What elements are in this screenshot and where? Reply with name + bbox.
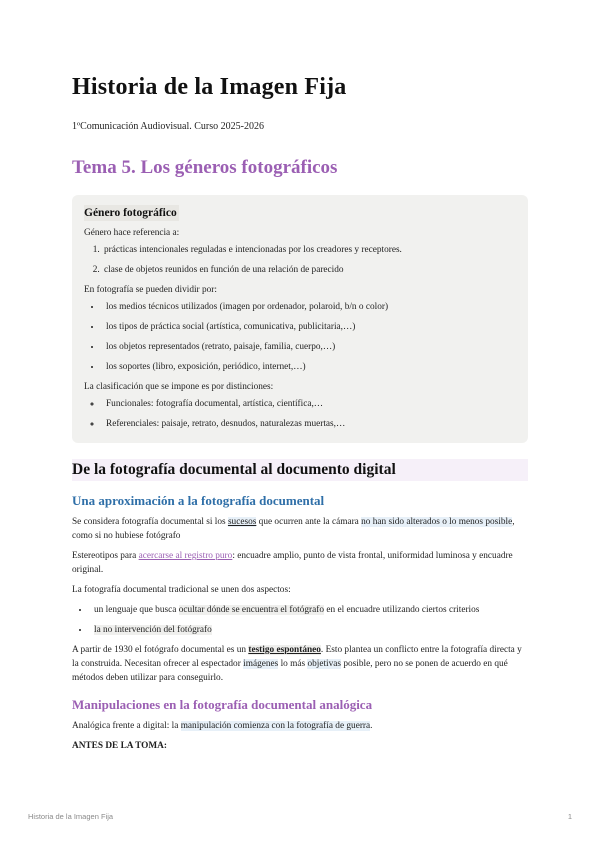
classification-intro: La clasificación que se impone es por distinciones: [84, 382, 274, 392]
callout-title: Género fotográfico [84, 207, 177, 219]
text-span: Analógica frente a digital: la [72, 721, 181, 731]
text-span: A partir de 1930 el fotógrafo documental es un [72, 645, 249, 655]
underlined-term: sucesos [227, 517, 257, 527]
highlighted-term: imágenes [243, 659, 279, 669]
highlighted-term: la no intervención del fotógrafo [94, 625, 212, 635]
course-subtitle: 1ºComunicación Audiovisual. Curso 2025-2026 [72, 121, 264, 132]
bold-term: testigo espontáneo [248, 645, 321, 655]
paragraph-stereotypes [72, 549, 528, 577]
text-span: . Esto plantea un conflicto entre la fotografía directa y la construida. Necesitan ofrecer al espectador [72, 645, 522, 669]
text-span: que ocurren ante la cámara [256, 517, 362, 527]
section-documental [72, 459, 528, 753]
page-number: 1 [567, 812, 572, 821]
paragraph-1930 [72, 643, 528, 685]
text-span: . [370, 721, 373, 731]
paragraph-aspects-intro: La fotografía documental tradicional se unen dos aspectos: [72, 585, 291, 595]
tema-heading: Tema 5. Los géneros fotográficos [72, 157, 338, 178]
division-criteria-list [84, 301, 516, 374]
list-item: • los medios técnicos utilizados (imagen por ordenador, polaroid, b/n o color) [102, 301, 516, 314]
highlighted-term: objetivas [307, 659, 342, 669]
list-item [90, 603, 528, 617]
paragraph-antes-toma: ANTES DE LA TOMA: [72, 741, 167, 751]
document-page [72, 70, 528, 753]
text-span: en el encuadre utilizando ciertos criterios [324, 605, 480, 615]
text-span: lo más [278, 659, 308, 669]
section-heading: De la fotografía documental al documento digital [72, 459, 528, 481]
subsection-heading-manipulaciones: Manipulaciones en la fotografía documental analógica [72, 697, 373, 712]
divide-intro: En fotografía se pueden dividir por: [84, 285, 217, 295]
text-span: posible, pero no se ponen de acuerdo en qué métodos deben utilizar para conseguirlo. [72, 659, 508, 683]
highlighted-term: manipulación comienza con la fotografía de guerra [180, 721, 371, 731]
list-item: • los objetos representados (retrato, paisaje, familia, cuerpo,…) [102, 341, 516, 354]
document-title: Historia de la Imagen Fija [72, 74, 347, 100]
list-item: • los tipos de práctica social (artística, comunicativa, publicitaria,…) [102, 321, 516, 334]
highlighted-term: no han sido alterados o lo menos posible [361, 517, 513, 527]
list-item [90, 623, 528, 637]
underlined-term: acercarse al registro puro [138, 551, 233, 561]
text-span: Estereotipos para [72, 551, 139, 561]
text-span: : encuadre amplio, punto de vista frontal, uniformidad luminosa y encuadre original. [72, 551, 513, 575]
list-item: 1. prácticas intencionales reguladas e intencionadas por los creadores y receptores. [102, 244, 516, 257]
text-span: Se considera fotografía documental si los [72, 517, 228, 527]
text-span: un lenguaje que busca [94, 605, 179, 615]
paragraph-definition [72, 515, 528, 543]
callout-intro: Género hace referencia a: [84, 228, 180, 238]
list-item: ◦ Funcionales: fotografía documental, artística, científica,… [102, 398, 516, 411]
text-span: , como si no hubiese fotógrafo [72, 517, 515, 541]
paragraph-analogica [72, 719, 528, 733]
footer-title: Historia de la Imagen Fija [28, 812, 114, 821]
page-footer [28, 812, 572, 821]
list-item: • los soportes (libro, exposición, periódico, internet,…) [102, 361, 516, 374]
subsection-heading-aproximacion: Una aproximación a la fotografía documental [72, 493, 325, 508]
list-item: 2. clase de objetos reunidos en función de una relación de parecido [102, 264, 516, 277]
genre-callout [72, 195, 528, 443]
genre-definition-list [84, 244, 516, 277]
distinctions-list [84, 398, 516, 431]
list-item: ◦ Referenciales: paisaje, retrato, desnudos, naturalezas muertas,… [102, 418, 516, 431]
aspects-list [72, 603, 528, 637]
highlighted-term: ocultar dónde se encuentra el fotógrafo [178, 605, 325, 615]
